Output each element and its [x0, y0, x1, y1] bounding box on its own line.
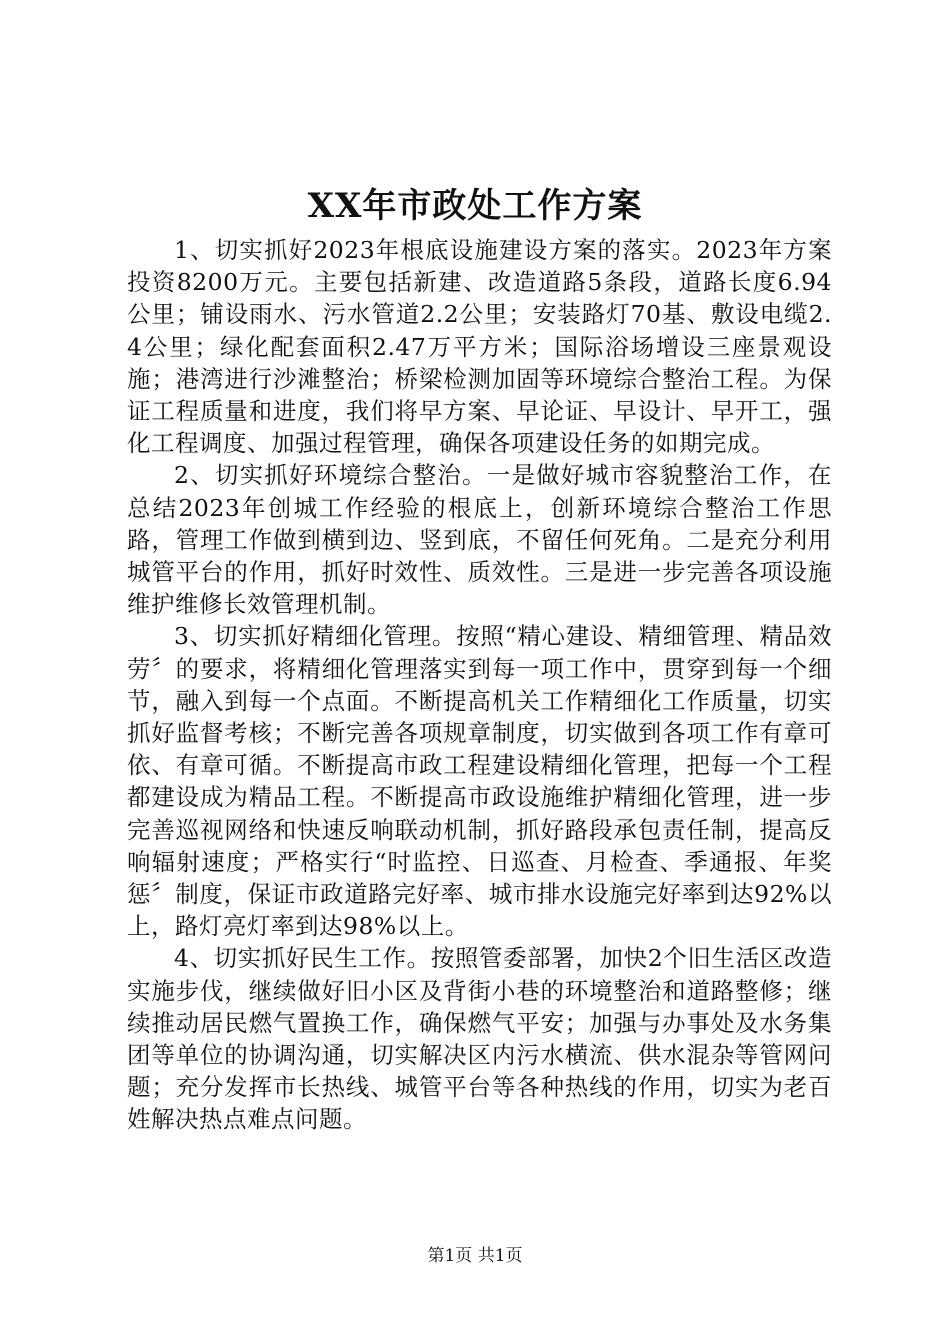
paragraph-4: 4、切实抓好民生工作。按照管委部署，加快2个旧生活区改造实施步伐，继续做好旧小区及背街小巷的环境整治和道路整修；继续推动居民燃气置换工作，确保燃气平安；加强与办事处及水务集团等单位的协调沟通，切实解决区内污水横流、供水混杂等管网问题；充分发挥市长热线、城管平台等各种热线的作用，切实为老百姓解决热点难点问题。: [127, 944, 832, 1134]
paragraph-3: 3、切实抓好精细化管理。按照“精心建设、精细管理、精品效劳〞的要求，将精细化管理落实到每一项工作中，贯穿到每一个细节，融入到每一个点面。不断提高机关工作精细化工作质量，切实抓好监督考核；不断完善各项规章制度，切实做到各项工作有章可依、有章可循。不断提高市政工程建设精细化管理，把每一个工程都建设成为精品工程。不断提高市政设施维护精细化管理，进一步完善巡视网络和快速反响联动机制，抓好路段承包责任制，提高反响辐射速度；严格实行“时监控、日巡查、月检查、季通报、年奖惩〞制度，保证市政道路完好率、城市排水设施完好率到达92%以上，路灯亮灯率到达98%以上。: [127, 622, 832, 941]
document-body: [127, 234, 832, 1136]
paragraph-2: 2、切实抓好环境综合整治。一是做好城市容貌整治工作，在总结2023年创城工作经验的根底上，创新环境综合整治工作思路，管理工作做到横到边、竖到底，不留任何死角。二是充分利用城管平台的作用，抓好时效性、质效性。三是进一步完善各项设施维护维修长效管理机制。: [127, 461, 832, 619]
paragraph-1: 1、切实抓好2023年根底设施建设方案的落实。2023年方案投资8200万元。主要包括新建、改造道路5条段，道路长度6.94公里；铺设雨水、污水管道2.2公里；安装路灯70基、敷设电缆2.4公里；绿化配套面积2.47万平方米；国际浴场增设三座景观设施；港湾进行沙滩整治；桥梁检测加固等环境综合整治工程。为保证工程质量和进度，我们将早方案、早论证、早设计、早开工，强化工程调度、加强过程管理，确保各项建设任务的如期完成。: [127, 236, 832, 458]
page-footer: 第1页 共1页: [427, 1246, 523, 1266]
document-title: XX年市政处工作方案: [307, 186, 643, 226]
